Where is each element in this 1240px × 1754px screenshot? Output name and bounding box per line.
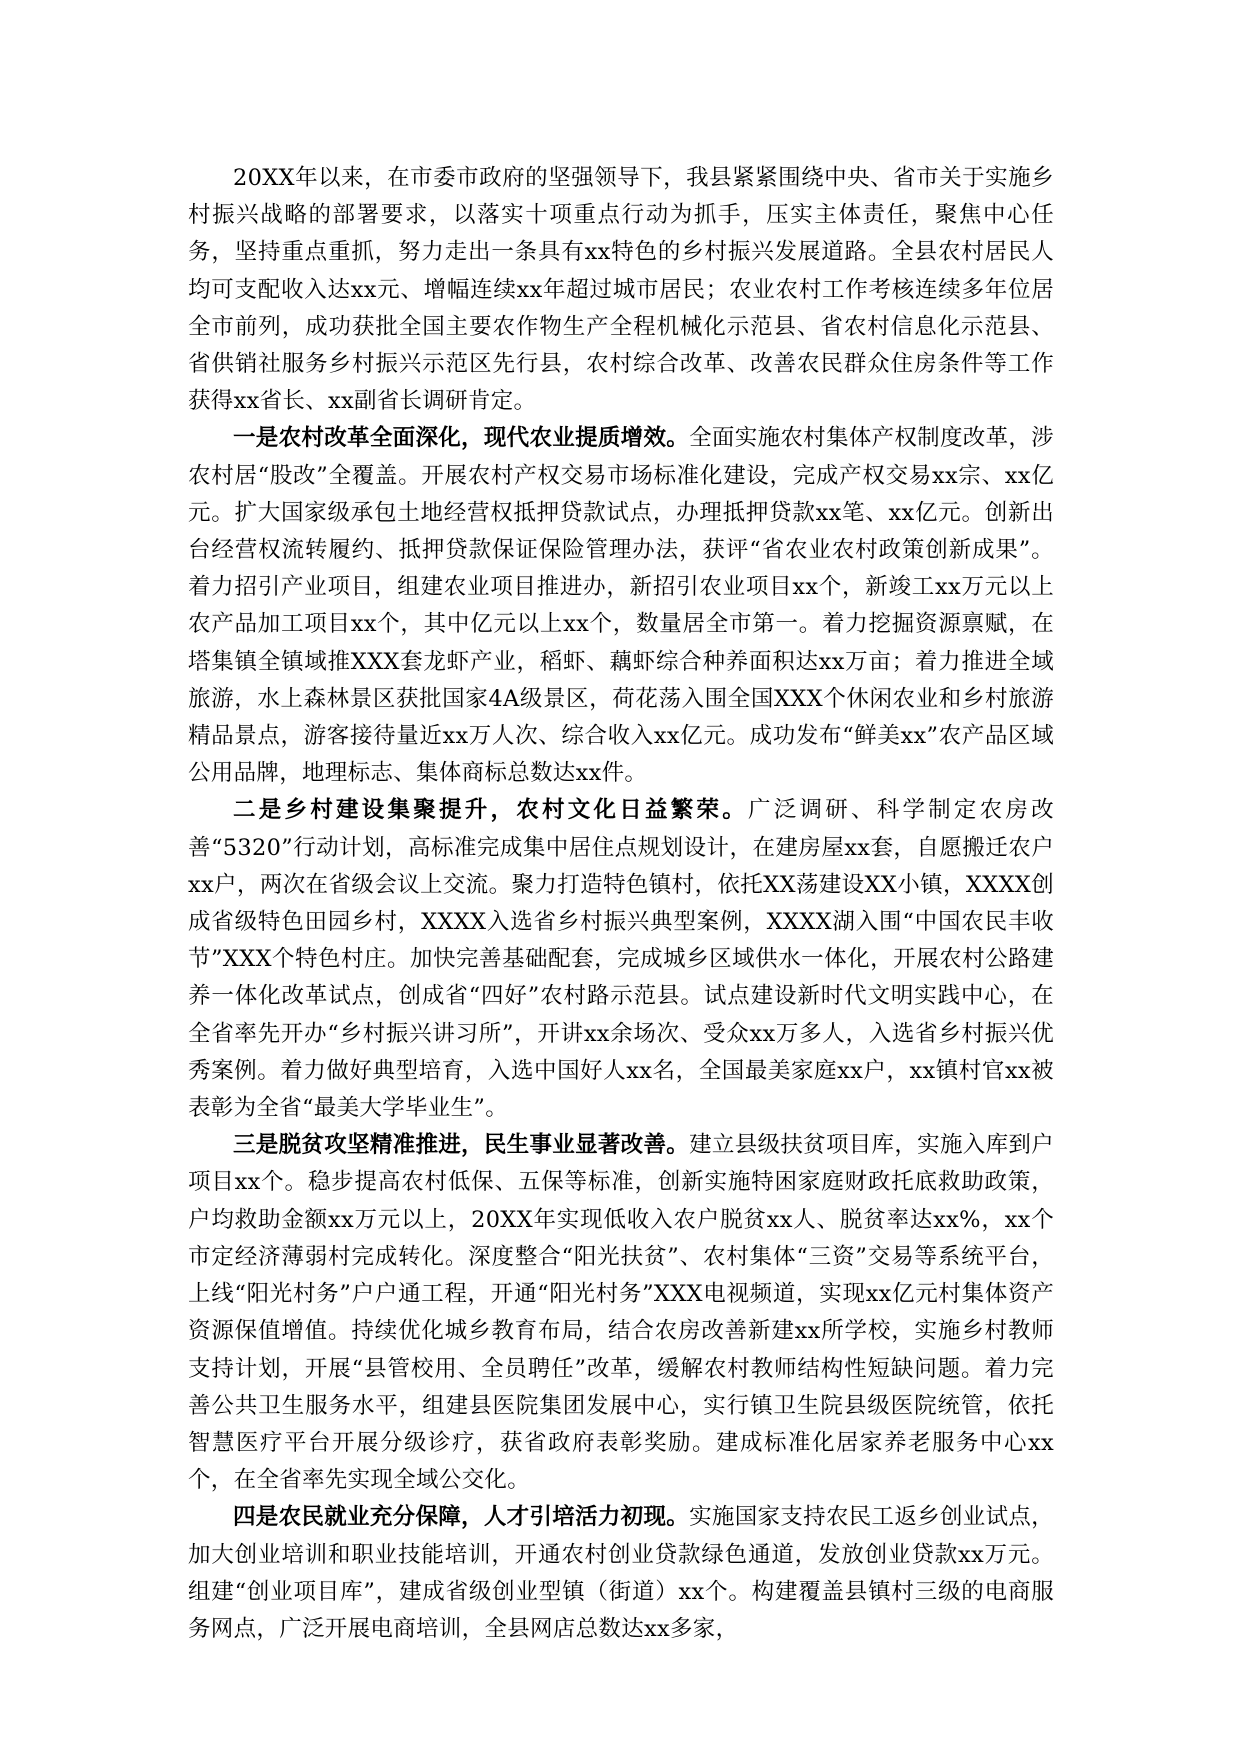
- section-heading-3: 三是脱贫攻坚精准推进，民生事业显著改善。: [233, 1132, 690, 1159]
- section-body-2: 广泛调研、科学制定农房改善“5320”行动计划，高标准完成集中居住点规划设计，在建房屋xx套，自愿搬迁农户xx户，两次在省级会议上交流。聚力打造特色镇村，依托XX荡建设XX小镇，XXXX创成省级特色田园乡村，XXXX入选省乡村振兴典型案例，XXXX湖入围“中国农民丰收节”XXX个特色村庄。加快完善基础配套，完成城乡区域供水一体化，开展农村公路建养一体化改革试点，创成省“四好”农村路示范县。试点建设新时代文明实践中心，在全省率先开办“乡村振兴讲习所”，开讲xx余场次、受众xx万多人，入选省乡村振兴优秀案例。着力做好典型培育，入选中国好人xx名，全国最美家庭xx户，xx镇村官xx被表彰为全省“最美大学毕业生”。: [188, 797, 1054, 1122]
- section-body-1: 全面实施农村集体产权制度改革，涉农村居“股改”全覆盖。开展农村产权交易市场标准化建设，完成产权交易xx宗、xx亿元。扩大国家级承包土地经营权抵押贷款试点，办理抵押贷款xx笔、xx亿元。创新出台经营权流转履约、抵押贷款保证保险管理办法，获评“省农业农村政策创新成果”。着力招引产业项目，组建农业项目推进办，新招引农业项目xx个，新竣工xx万元以上农产品加工项目xx个，其中亿元以上xx个，数量居全市第一。着力挖掘资源禀赋，在塔集镇全镇域推XXX套龙虾产业，稻虾、藕虾综合种养面积达xx万亩；着力推进全域旅游，水上森林景区获批国家4A级景区，荷花荡入围全国XXX个休闲农业和乡村旅游精品景点，游客接待量近xx万人次、综合收入xx亿元。成功发布“鲜美xx”农产品区域公用品牌，地理标志、集体商标总数达xx件。: [188, 425, 1054, 787]
- section-body-3: 建立县级扶贫项目库，实施入库到户项目xx个。稳步提高农村低保、五保等标准，创新实施特困家庭财政托底救助政策，户均救助金额xx万元以上，20XX年实现低收入农户脱贫xx人、脱贫率达xx%，xx个市定经济薄弱村完成转化。深度整合“阳光扶贫”、农村集体“三资”交易等系统平台，上线“阳光村务”户户通工程，开通“阳光村务”XXX电视频道，实现xx亿元村集体资产资源保值增值。持续优化城乡教育布局，结合农房改善新建xx所学校，实施乡村教师支持计划，开展“县管校用、全员聘任”改革，缓解农村教师结构性短缺问题。着力完善公共卫生服务水平，组建县医院集团发展中心，实行镇卫生院县级医院统管，依托智慧医疗平台开展分级诊疗，获省政府表彰奖励。建成标准化居家养老服务中心xx个，在全省率先实现全域公交化。: [188, 1132, 1054, 1494]
- section-heading-1: 一是农村改革全面深化，现代农业提质增效。: [233, 425, 690, 452]
- section-paragraph-1: [188, 420, 1054, 792]
- intro-paragraph: [188, 160, 1054, 420]
- section-paragraph-4: [188, 1499, 1054, 1648]
- document-page: [188, 160, 1054, 1648]
- section-paragraph-3: [188, 1127, 1054, 1499]
- intro-text: 20XX年以来，在市委市政府的坚强领导下，我县紧紧围绕中央、省市关于实施乡村振兴战略的部署要求，以落实十项重点行动为抓手，压实主体责任，聚焦中心任务，坚持重点重抓，努力走出一条具有xx特色的乡村振兴发展道路。全县农村居民人均可支配收入达xx元、增幅连续xx年超过城市居民；农业农村工作考核连续多年位居全市前列，成功获批全国主要农作物生产全程机械化示范县、省农村信息化示范县、省供销社服务乡村振兴示范区先行县，农村综合改革、改善农民群众住房条件等工作获得xx省长、xx副省长调研肯定。: [188, 165, 1054, 415]
- section-heading-4: 四是农民就业充分保障，人才引培活力初现。: [233, 1504, 690, 1531]
- section-body-4: 实施国家支持农民工返乡创业试点，加大创业培训和职业技能培训，开通农村创业贷款绿色通道，发放创业贷款xx万元。组建“创业项目库”，建成省级创业型镇（街道）xx个。构建覆盖县镇村三级的电商服务网点，广泛开展电商培训，全县网店总数达xx多家，: [188, 1504, 1054, 1642]
- section-paragraph-2: [188, 792, 1054, 1127]
- section-heading-2: 二是乡村建设集聚提升，农村文化日益繁荣。: [233, 797, 748, 824]
